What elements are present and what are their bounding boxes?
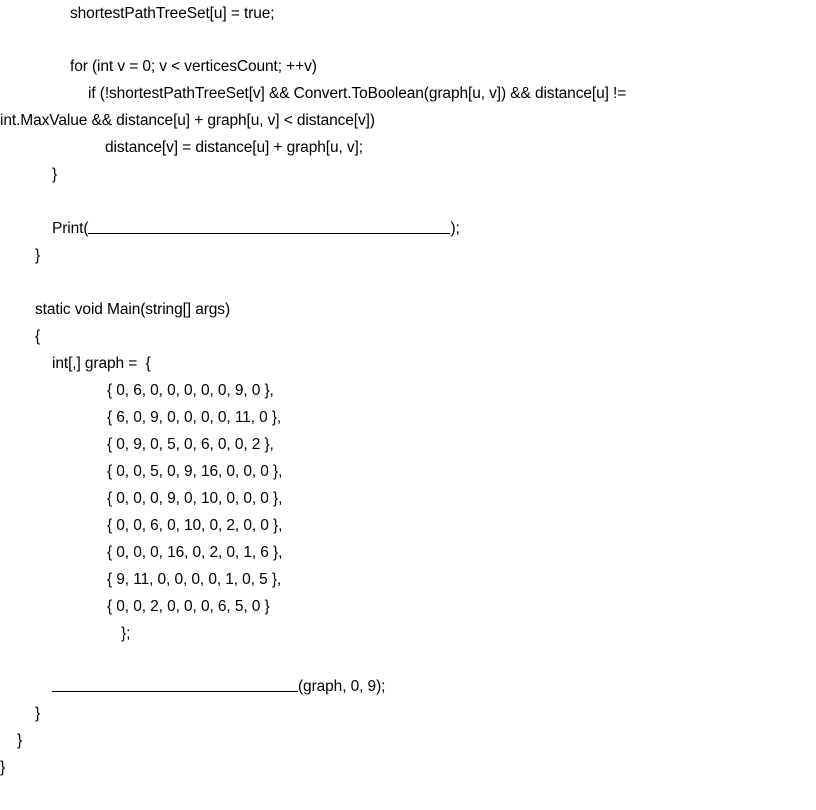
code-line-if-condition: if (!shortestPathTreeSet[v] && Convert.ToBoolean(graph[u, v]) && distance[u] != <box>88 85 627 102</box>
code-line-for-loop: for (int v = 0; v < verticesCount; ++v) <box>70 58 317 75</box>
code-line-distance-update: distance[v] = distance[u] + graph[u, v]; <box>105 139 363 156</box>
code-line-print <box>52 215 460 242</box>
code-line-matrix-end: }; <box>121 625 131 642</box>
print-call-end: ); <box>450 220 460 237</box>
matrix-row: { 0, 0, 0, 16, 0, 2, 0, 1, 6 }, <box>107 544 283 561</box>
code-line-close-brace: } <box>0 759 6 776</box>
matrix-row: { 0, 0, 6, 0, 10, 0, 2, 0, 0 }, <box>107 517 283 534</box>
matrix-row: { 0, 0, 2, 0, 0, 0, 6, 5, 0 } <box>107 598 270 615</box>
code-line-if-condition-continued: int.MaxValue && distance[u] + graph[u, v] < distance[v]) <box>0 112 375 129</box>
method-name-blank[interactable] <box>52 675 298 692</box>
method-call-args: (graph, 0, 9); <box>298 678 386 695</box>
code-line-main-signature: static void Main(string[] args) <box>35 301 231 318</box>
code-line-open-brace: { <box>35 328 41 345</box>
code-line-method-call <box>52 673 385 700</box>
matrix-row: { 0, 9, 0, 5, 0, 6, 0, 0, 2 }, <box>107 436 274 453</box>
code-line-graph-declaration: int[,] graph = { <box>52 355 151 372</box>
code-line-close-brace: } <box>35 247 41 264</box>
code-line-close-brace: } <box>35 705 41 722</box>
print-argument-blank[interactable] <box>88 217 450 234</box>
matrix-row: { 0, 0, 0, 9, 0, 10, 0, 0, 0 }, <box>107 490 283 507</box>
matrix-row: { 6, 0, 9, 0, 0, 0, 0, 11, 0 }, <box>107 409 282 426</box>
code-line-set-true: shortestPathTreeSet[u] = true; <box>70 5 275 22</box>
matrix-row: { 0, 0, 5, 0, 9, 16, 0, 0, 0 }, <box>107 463 283 480</box>
matrix-row: { 9, 11, 0, 0, 0, 0, 1, 0, 5 }, <box>107 571 282 588</box>
print-call-text: Print( <box>52 220 89 237</box>
matrix-row: { 0, 6, 0, 0, 0, 0, 0, 9, 0 }, <box>107 382 274 399</box>
code-line-close-brace: } <box>17 732 23 749</box>
code-line-close-brace: } <box>52 166 58 183</box>
